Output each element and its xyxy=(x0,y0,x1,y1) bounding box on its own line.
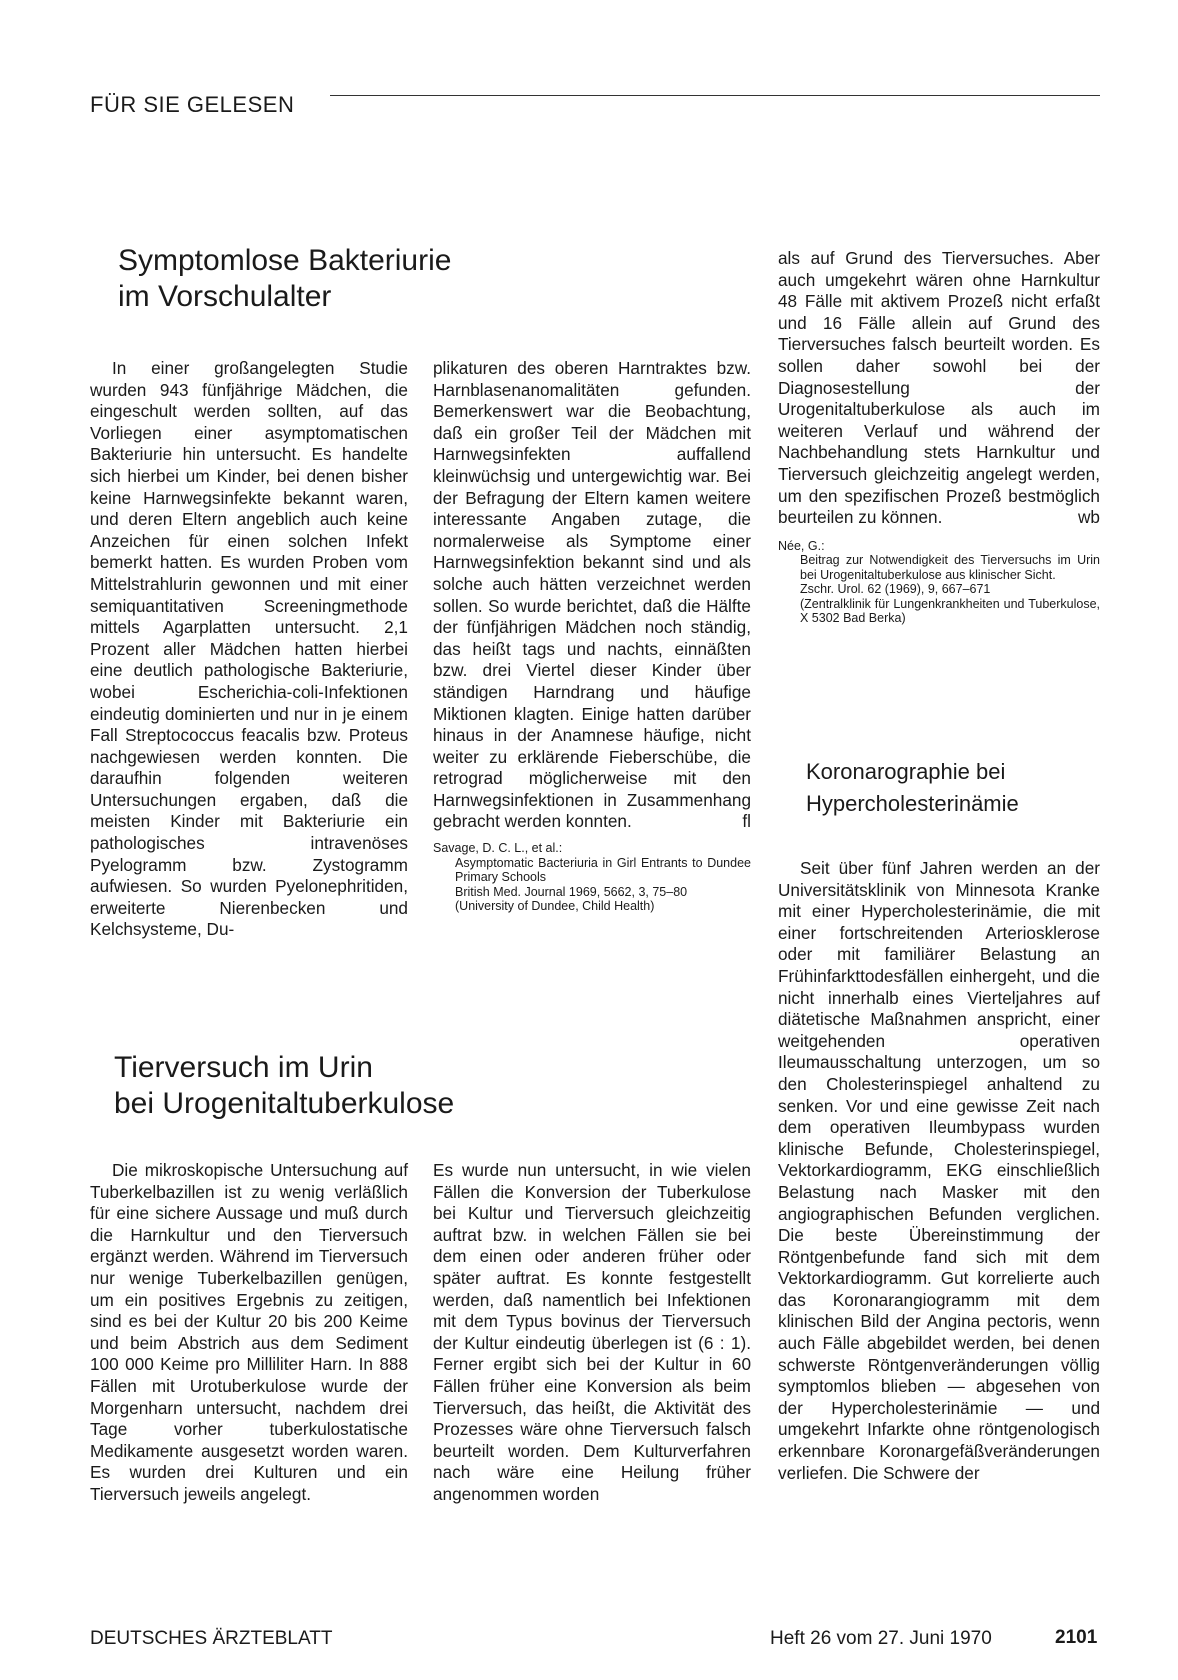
article3-col3-text: Seit über fünf Jahren werden an der Universitätsklinik von Minnesota Kranke mit einer Hypercholesterinämie, die mit einer fortschreitenden Arteriosklerose oder mit familiärer Belastung an Frühinfarkttodesfällen einhergeht, und die nicht innerhalb eines Vierteljahres auf diätetische Maßnahmen anspricht, einer weitgehenden operativen Ileumausschaltung unterzogen, um so den Cholesterinspiegel anhaltend zu senken. Vor und eine gewisse Zeit nach dem operativen Ileumbypass wurden klinische Befunde, Cholesterinspiegel, Vektorkardiogramm, EKG einschließlich Belastung nach Masker mit den angiographischen Befunden verglichen. Die beste Übereinstimmung der Röntgenbefunde fand sich mit dem Vektorkardiogramm. Gut korrelierte auch das Koronarangiogramm mit dem klinischen Bild der Angina pectoris, wenn auch Fälle abgebildet werden, bei denen schwerste Röntgenveränderungen völlig symptomlos blieben — abgesehen von der Hypercholesterinämie — und umgekehrt Infarkte ohne röntgenologisch erkennbare Koronargefäßveränderungen verliefen. Die Schwere der xyxy=(778,858,1100,1483)
article1-col2-text: plikaturen des oberen Harntraktes bzw. Harnblasenanomalitäten gefunden. Bemerkenswert war die Beobachtung, daß ein großer Teil der Mädchen mit Harnwegsinfekten auffallend kleinwüchsig und untergewichtig war. Bei der Befragung der Eltern kamen weitere interessante Angaben zutage, die normalerweise als Symptome einer Harnwegsinfektion bekannt sind und als solche auch hätten verzeichnet werden sollen. So wurde berichtet, daß die Hälfte der fünfjährigen Mädchen noch ständig, das heißt tags und nachts, einnäßten bzw. drei Viertel dieser Kinder über ständigen Harndrang und häufige Miktionen klagten. Einige hatten darüber hinaus in der Anamnese häufige, nicht weiter zu erklärende Fieberschübe, die retrograd möglicherweise mit den Harnwegsinfektionen in Zusammenhang gebracht werden konnten. xyxy=(433,358,751,832)
article1-cite-title: Asymptomatic Bacteriuria in Girl Entrants to Dundee Primary Schools xyxy=(455,855,751,885)
article3-title xyxy=(806,756,1019,820)
article2-title-line1: Tierversuch im Urin xyxy=(114,1051,373,1084)
article2-title xyxy=(114,1050,454,1122)
article2-cite-affiliation: (Zentralklinik für Lungenkrankheiten und Tuberkulose, X 5302 Bad Berka) xyxy=(800,596,1100,626)
article2-column2 xyxy=(433,1160,751,1506)
article1-cite-affiliation: (University of Dundee, Child Health) xyxy=(455,899,655,914)
article3-column3 xyxy=(778,858,1100,1484)
article2-title-line2: bei Urogenitaltuberkulose xyxy=(114,1087,455,1120)
article2-cite-author: Née, G.: xyxy=(778,538,825,553)
article2-citation xyxy=(778,539,1100,626)
footer-issue: Heft 26 vom 27. Juni 1970 xyxy=(770,1628,992,1649)
article1-title xyxy=(118,243,451,315)
article1-title-line1: Symptomlose Bakteriurie xyxy=(118,244,452,277)
header-rule xyxy=(330,95,1100,96)
section-label: FÜR SIE GELESEN xyxy=(90,92,295,117)
article2-col1-text: Die mikroskopische Untersuchung auf Tuberkelbazillen ist zu wenig verläßlich für eine sichere Aussage und muß durch die Harnkultur und den Tierversuch ergänzt werden. Während im Tierversuch nur wenige Tuberkelbazillen genügen, um ein positives Ergebnis zu zeitigen, sind es bei der Kultur 20 bis 200 Keime und beim Abstrich aus dem Sediment 100 000 Keime pro Milliliter Harn. In 888 Fällen mit Urotuberkulose wurde der Morgenharn untersucht, nachdem drei Tage vorher tuberkulostatische Medikamente ausgesetzt worden waren. Es wurden drei Kulturen und ein Tierversuch jeweils angelegt. xyxy=(90,1160,408,1504)
article1-column2 xyxy=(433,358,751,914)
footer-page-number: 2101 xyxy=(1055,1627,1098,1648)
article1-cite-author: Savage, D. C. L., et al.: xyxy=(433,841,563,856)
article3-title-line1: Koronarographie bei xyxy=(806,759,1006,784)
article1-citation xyxy=(433,841,751,914)
article3-title-line2: Hypercholesterinämie xyxy=(806,791,1019,816)
article2-col2-text: Es wurde nun untersucht, in wie vielen Fällen die Konversion der Tuberkulose bei Kultur und Tierversuch gleichzeitig auftrat bzw. in welchen Fällen sie bei dem einen oder anderen früher oder später auftrat. Es konnte festgestellt werden, daß namentlich bei Infektionen mit dem Typus bovinus der Tierversuch der Kultur eindeutig überlegen ist (6 : 1). Ferner ergibt sich bei der Kultur in 60 Fällen früher eine Konversion als beim Tierversuch, das heißt, die Aktivität des Prozesses wäre ohne Tierversuch falsch beurteilt worden. Dem Kulturverfahren nach wäre eine Heilung früher angenommen worden xyxy=(433,1160,751,1504)
article1-title-line2: im Vorschulalter xyxy=(118,280,332,313)
article1-signature: fl xyxy=(742,811,751,832)
article2-cite-title: Beitrag zur Notwendigkeit des Tierversuchs im Urin bei Urogenitaltuberkulose aus klinischer Sicht. xyxy=(800,553,1100,582)
article2-signature: wb xyxy=(1078,507,1100,528)
article2-cite-journal: Zschr. Urol. 62 (1969), 9, 667–671 xyxy=(800,582,991,597)
article2-col3-text: als auf Grund des Tierversuches. Aber auch umgekehrt wären ohne Harnkultur 48 Fälle mit aktivem Prozeß nicht erfaßt und 16 Fälle allein auf Grund des Tierversuches falsch beurteilt worden. Es sollen daher sowohl bei der Diagnosestellung der Urogenitaltuberkulose als auch im weiteren Verlauf und während der Nachbehandlung stets Harnkultur und Tierversuch gleichzeitig angelegt werden, um den spezifischen Prozeß bestmöglich beurteilen zu können. xyxy=(778,248,1100,528)
article2-column3 xyxy=(778,248,1100,626)
article2-column1 xyxy=(90,1160,408,1506)
article1-column1 xyxy=(90,358,408,941)
article1-col1-text: In einer großangelegten Studie wurden 943 fünfjährige Mädchen, die eingeschult werden sollten, auf das Vorliegen einer asymptomatischen Bakteriurie hin untersucht. Es handelte sich hierbei um Kinder, bei denen bisher keine Harnwegsinfekte bekannt waren, und deren Eltern angeblich auch keine Anzeichen für einen solchen Infekt bemerkt hatten. Es wurden Proben vom Mittelstrahlurin gewonnen und mit einer semiquantitativen Screeningmethode mittels Agarplatten untersucht. 2,1 Prozent aller Mädchen hatten hierbei eine deutlich pathologische Bakteriurie, wobei Escherichia-coli-Infektionen eindeutig dominierten und nur in je einem Fall Streptococcus feacalis bzw. Proteus nachgewiesen werden konnten. Die daraufhin folgenden weiteren Untersuchungen ergaben, daß die meisten Kinder mit Bakteriurie ein pathologisches intravenöses Pyelogramm bzw. Zystogramm aufwiesen. So wurden Pyelonephritiden, erweiterte Nierenbecken und Kelchsysteme, Du- xyxy=(90,358,408,940)
article1-cite-journal: British Med. Journal 1969, 5662, 3, 75–80 xyxy=(455,884,688,899)
footer-journal: DEUTSCHES ÄRZTEBLATT xyxy=(90,1628,333,1649)
